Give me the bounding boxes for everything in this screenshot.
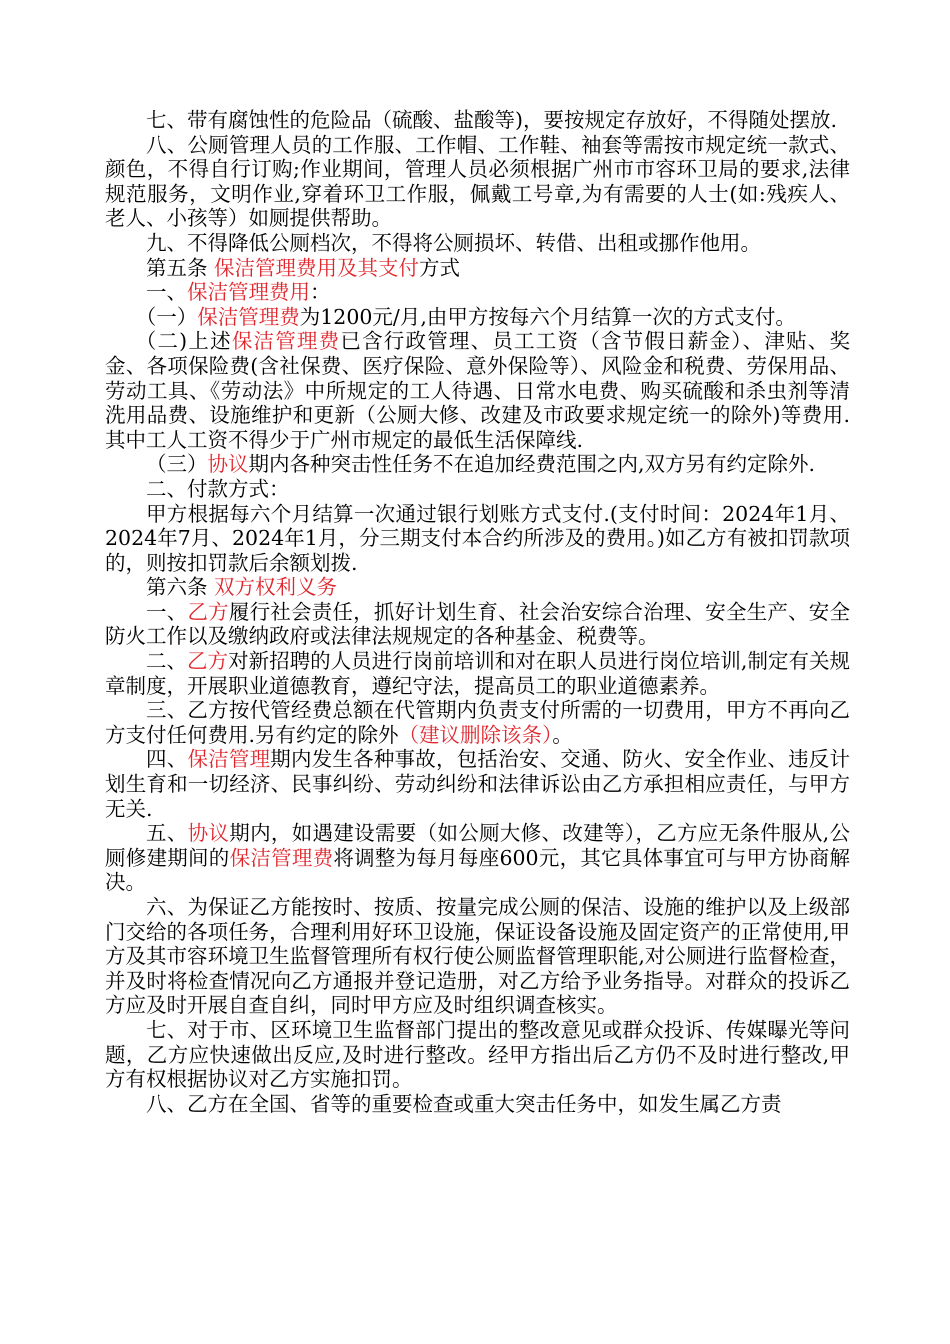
paragraph-text: （三） (146, 452, 208, 477)
paragraph-p13 (105, 649, 850, 698)
paragraph-p16 (105, 821, 850, 895)
highlighted-text: 乙方 (187, 649, 229, 674)
paragraph-p9 (105, 477, 850, 502)
highlighted-text: 协议 (187, 821, 230, 846)
paragraph-p17 (105, 895, 850, 1018)
paragraph-text: 对新招聘的人员进行岗前培训和对在职人员进行岗位培训,制定有关规章制度，开展职业道德教育，遵纪守法，提高员工的职业道德素养。 (105, 649, 851, 698)
paragraph-p2 (105, 133, 850, 231)
highlighted-text: 乙方 (187, 599, 229, 624)
paragraph-text: 甲方根据每六个月结算一次通过银行划账方式支付.(支付时间：2024年1月、2024年7月、2024年1月，分三期支付本合约所涉及的费用。)如乙方有被扣罚款项的，则按扣罚款后余额划拨. (105, 501, 850, 575)
paragraph-text: 已含行政管理、员工工资（含节假日薪金）、津贴、奖金、各项保险费(含社保费、医疗保险、意外保险等）、风险金和税费、劳保用品、劳动工具、《劳动法》中所规定的工人待遇、日常水电费、购买硫酸和杀虫剂等清洗用品费、设施维护和更新（公厕大修、改建及市政要求规定统一的除外)等费用.其中工人工资不得少于广州市规定的最低生活保障线. (105, 329, 851, 452)
paragraph-p19 (105, 1092, 850, 1117)
highlighted-text: 保洁管理费 (229, 845, 334, 870)
paragraph-text: 方式 (419, 255, 461, 280)
paragraph-text: 一、 (146, 599, 188, 624)
highlighted-text: 协议 (207, 452, 249, 477)
paragraph-p15 (105, 747, 850, 821)
paragraph-text: 第五条 (146, 255, 215, 280)
paragraph-p1 (105, 108, 850, 133)
paragraph-text: 二、付款方式： (146, 476, 290, 501)
paragraph-p14 (105, 698, 850, 747)
paragraph-p5 (105, 280, 850, 305)
paragraph-p18 (105, 1018, 850, 1092)
highlighted-text: 保洁管理费用及其支付 (214, 255, 420, 280)
paragraph-text: 二、 (146, 649, 188, 674)
document-page (105, 108, 850, 1116)
paragraph-text: 第六条 (146, 575, 215, 600)
paragraph-text: 七、对于市、区环境卫生监督部门提出的整改意见或群众投诉、传媒曝光等问题，乙方应快速做出反应,及时进行整改。经甲方指出后乙方仍不及时进行整改,甲方有权根据协议对乙方实施扣罚。 (105, 1017, 850, 1092)
paragraph-text: （二)上述 (135, 329, 232, 354)
paragraph-text: 八、乙方在全国、省等的重要检查或重大突击任务中，如发生属乙方责 (146, 1091, 782, 1116)
highlighted-text: 保洁管理费 (197, 304, 300, 329)
paragraph-p11 (105, 575, 850, 600)
paragraph-text: 三、乙方按代管经费总额在代管期内负责支付所需的一切费用，甲方不再向乙方支付任何费用.另有约定的除外 (105, 698, 850, 747)
paragraph-text: 七、带有腐蚀性的危险品（硫酸、盐酸等)，要按规定存放好，不得随处摆放. (146, 108, 838, 132)
paragraph-text: 四、 (146, 747, 188, 772)
paragraph-text: （一） (135, 304, 198, 329)
paragraph-text: 九、不得降低公厕档次，不得将公厕损坏、转借、出租或挪作他用。 (146, 230, 761, 255)
paragraph-p7 (105, 329, 850, 452)
paragraph-text: ： (310, 280, 331, 305)
highlighted-text: 保洁管理 (187, 747, 271, 772)
paragraph-p10 (105, 502, 850, 576)
paragraph-text: 一、 (146, 280, 187, 305)
paragraph-p12 (105, 600, 850, 649)
paragraph-text: 期内各种突击性任务不在追加经费范围之内,双方另有约定除外. (248, 452, 816, 477)
paragraph-text: 期内，如遇建设需要（如公厕大修、改建等），乙方应无条件服从,公厕修建期间的 (105, 821, 851, 870)
paragraph-text: 将调整为每月每座600元，其它具体事宜可与甲方协商解决。 (105, 845, 851, 895)
highlighted-text: 保洁管理费 (231, 329, 341, 354)
paragraph-text: 五、 (146, 821, 188, 846)
paragraph-p8 (105, 452, 850, 477)
paragraph-text: 为1200元/月,由甲方按每六个月结算一次的方式支付。 (299, 304, 796, 329)
paragraph-text: 六、为保证乙方能按时、按质、按量完成公厕的保洁、设施的维护以及上级部门交给的各项任务，合理利用好环卫设施，保证设备设施及固定资产的正常使用,甲方及其市容环境卫生监督管理所有权行使公厕监督管理职能,对公厕进行监督检查，并及时将检查情况向乙方通报并登记造册，对乙方给予业务指导。对群众的投诉乙方应及时开展自查自纠，同时甲方应及时组织调查核实。 (105, 895, 850, 1018)
paragraph-text: 期内发生各种事故，包括治安、交通、防火、安全作业、违反计划生育和一切经济、民事纠纷、劳动纠纷和法律诉讼由乙方承担相应责任，与甲方无关. (105, 747, 851, 821)
paragraph-p4 (105, 256, 850, 281)
highlighted-text: 双方权利义务 (214, 575, 338, 600)
paragraph-text: 八、公厕管理人员的工作服、工作帽、工作鞋、袖套等需按市规定统一款式、颜色，不得自行订购;作业期间，管理人员必须根据广州市市容环卫局的要求,法律规范服务，文明作业,穿着环卫工作服，佩戴工号章,为有需要的人士(如:残疾人、老人、小孩等）如厕提供帮助。 (105, 132, 850, 231)
highlighted-text: （建议删除该条） (398, 722, 553, 747)
highlighted-text: 保洁管理费用 (187, 280, 310, 305)
paragraph-text: 。 (552, 722, 573, 747)
paragraph-p3 (105, 231, 850, 256)
paragraph-text: 履行社会责任，抓好计划生育、社会治安综合治理、安全生产、安全防火工作以及缴纳政府或法律法规规定的各种基金、税费等。 (105, 599, 851, 649)
paragraph-p6 (105, 305, 850, 330)
